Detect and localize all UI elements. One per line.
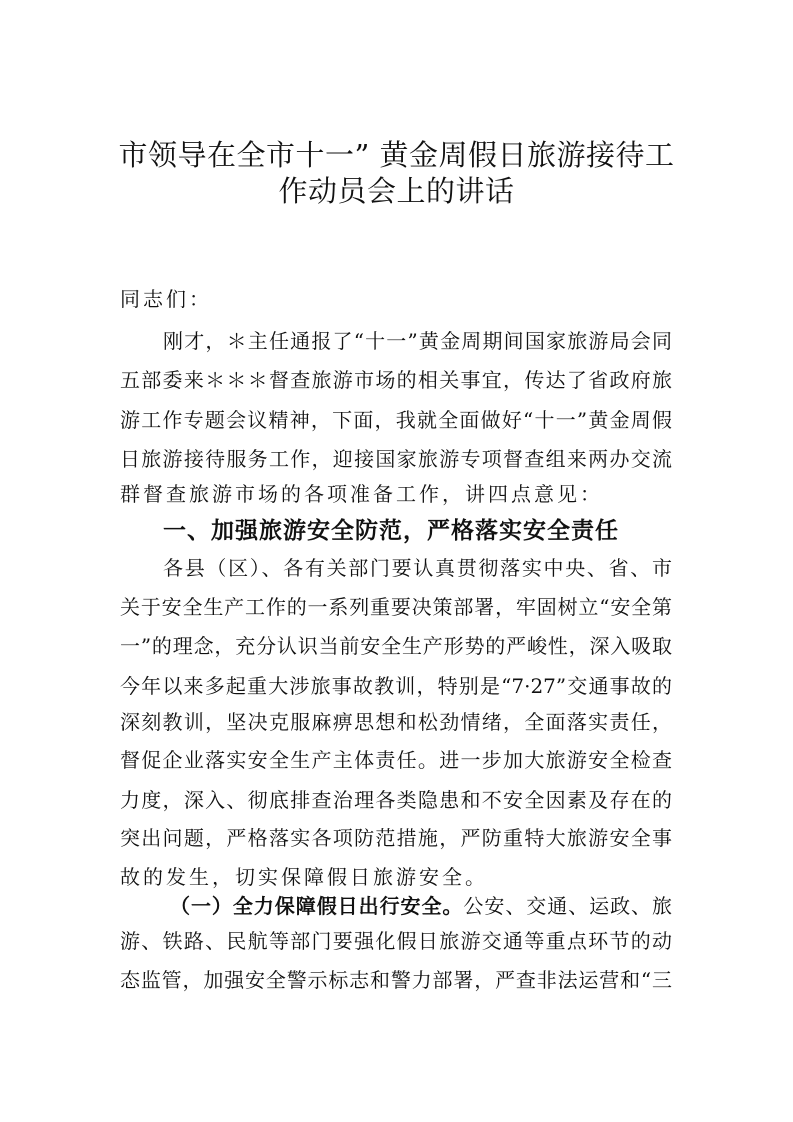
document-title-line-1: 市领导在全市十一” 黄金周假日旅游接待工 [118,138,675,172]
section-line: 故的发生，切实保障假日旅游安全。 [120,865,488,889]
subsection-line: 游、铁路、民航等部门要强化假日旅游交通等重点环节的动 [120,929,672,953]
section-line: 各县（区）、各有关部门要认真贯彻落实中央、省、市 [163,556,672,580]
intro-line: 刚才，＊主任通报了“十一”黄金周期间国家旅游局会同 [163,329,672,353]
section-line: 深刻教训，坚决克服麻痹思想和松劲情绪，全面落实责任， [120,710,672,734]
section-line: 今年以来多起重大涉旅事故教训，特别是“7·27”交通事故的 [120,674,672,698]
section-line: 督促企业落实安全生产主体责任。进一步加大旅游安全检查 [120,748,672,772]
section-line: 突出问题，严格落实各项防范措施，严防重特大旅游安全事 [120,826,672,850]
salutation: 同志们： [120,287,212,311]
section-line: 关于安全生产工作的一系列重要决策部署，牢固树立“安全第 [120,595,672,619]
subsection-first-line [120,892,672,920]
intro-line: 五部委来＊＊＊督查旅游市场的相关事宜，传达了省政府旅 [120,368,672,392]
intro-line: 日旅游接待服务工作，迎接国家旅游专项督查组来两办交流 [120,447,672,471]
subsection-line: 态监管，加强安全警示标志和警力部署，严查非法运营和“三 [120,968,672,992]
intro-line: 群督查旅游市场的各项准备工作，讲四点意见： [120,482,603,506]
document-title-line-2: 作动员会上的讲话 [278,174,515,208]
section-line: 力度，深入、彻底排查治理各类隐患和不安全因素及存在的 [120,788,672,812]
subsection-text: 公安、交通、运政、旅 [463,894,673,918]
intro-line: 游工作专题会议精神，下面，我就全面做好“十一”黄金周假 [120,408,672,432]
subsection-heading: （一）全力保障假日出行安全。 [170,894,464,918]
section-line: 一”的理念，充分认识当前安全生产形势的严峻性，深入吸取 [120,634,672,658]
section-heading: 一、加强旅游安全防范，严格落实安全责任 [163,518,619,544]
